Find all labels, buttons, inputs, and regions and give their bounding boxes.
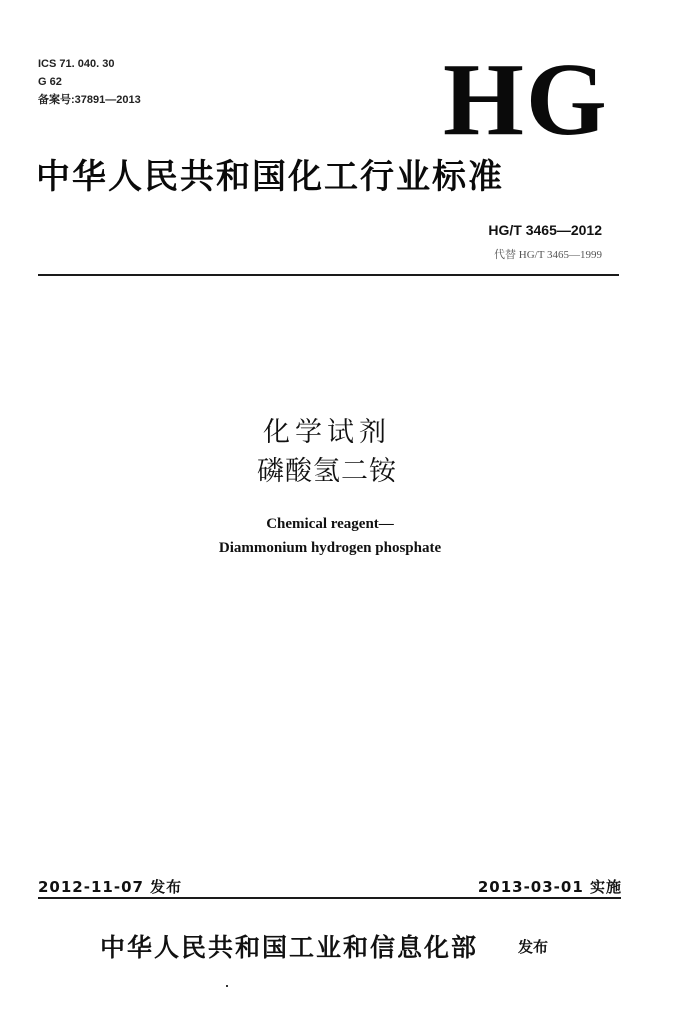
standard-category-title: 中华人民共和国化工行业标准 <box>36 157 504 197</box>
ccs-number: G 62 <box>38 76 62 88</box>
classification-block <box>38 55 141 109</box>
english-title-line2: Diammonium hydrogen phosphate <box>218 540 442 556</box>
issue-date: 2012-11-07 发布 <box>38 878 183 896</box>
chinese-title-line2: 磷酸氢二铵 <box>257 456 397 487</box>
implementation-date: 2013-03-01 实施 <box>477 878 622 896</box>
chinese-title-line1: 化学试剂 <box>263 417 391 448</box>
top-divider <box>38 274 619 276</box>
hg-logo: HG <box>443 42 609 157</box>
filing-number: 备案号:37891—2013 <box>38 94 141 106</box>
replaces-standard: 代替 HG/T 3465—1999 <box>494 249 602 261</box>
english-title-line1: Chemical reagent— <box>266 516 394 532</box>
issuing-authority: 中华人民共和国工业和信息化部 <box>100 933 479 962</box>
scan-speck <box>226 985 228 987</box>
ics-number: ICS 71. 040. 30 <box>38 58 115 70</box>
bottom-divider <box>38 897 621 899</box>
issuing-authority-suffix: 发布 <box>518 938 549 956</box>
standard-code: HG/T 3465—2012 <box>488 222 602 238</box>
